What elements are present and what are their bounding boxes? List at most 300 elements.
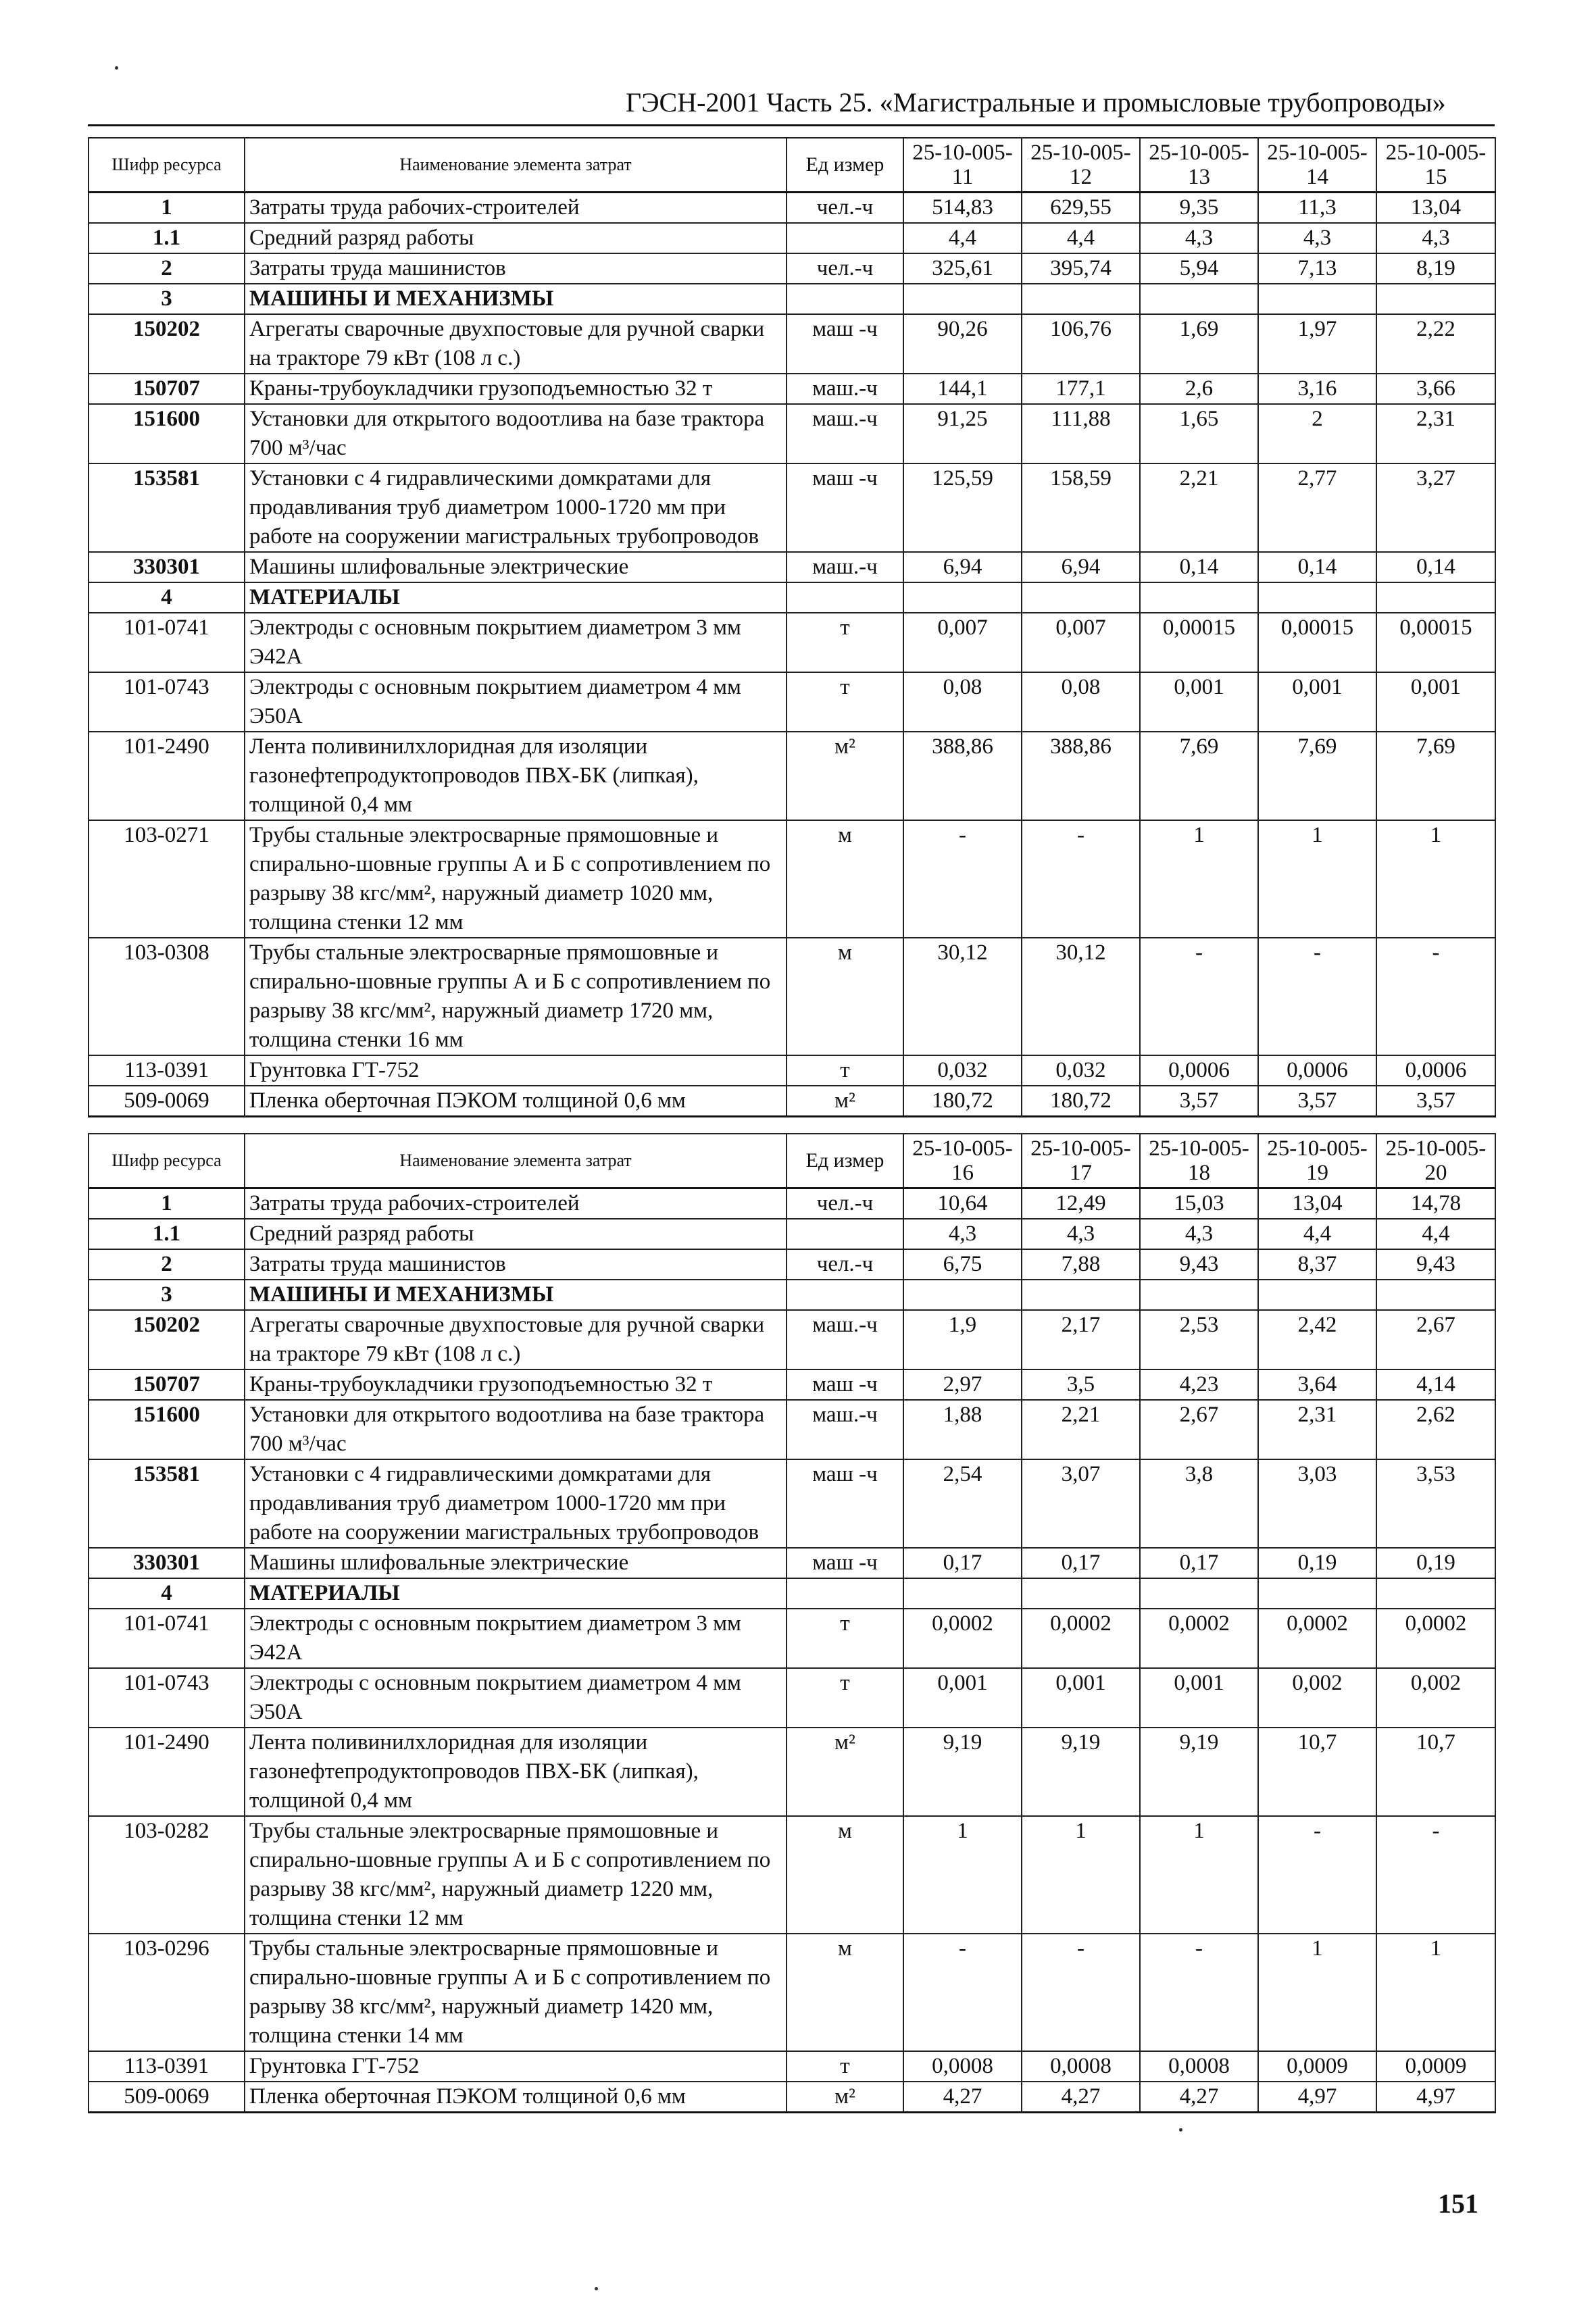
norm-value: 7,69 <box>1376 732 1495 820</box>
norm-value: 1 <box>1258 1934 1376 2051</box>
norm-value: 13,04 <box>1258 1188 1376 1219</box>
norm-value: 30,12 <box>903 938 1022 1055</box>
norm-value <box>1258 1280 1376 1310</box>
norm-value: 125,59 <box>903 463 1022 552</box>
resource-name: Средний разряд работы <box>245 1219 787 1249</box>
resource-name: Установки с 4 гидравлическими домкратами для продавливания труб диаметром 1000-1720 мм при работе на сооружении магистральных трубопроводов <box>245 1459 787 1548</box>
resource-code: 150202 <box>89 1310 245 1369</box>
resource-unit: м <box>787 1934 903 2051</box>
table-row <box>89 374 1495 404</box>
norm-value: 6,94 <box>903 552 1022 582</box>
table-row <box>89 463 1495 552</box>
resource-code: 151600 <box>89 1400 245 1459</box>
resource-code: 101-2490 <box>89 732 245 820</box>
resource-code: 330301 <box>89 552 245 582</box>
resource-table-2 <box>88 1133 1496 2113</box>
table-row <box>89 1280 1495 1310</box>
resource-unit: м <box>787 1816 903 1934</box>
norm-value: 325,61 <box>903 253 1022 284</box>
norm-value: 10,7 <box>1258 1728 1376 1816</box>
table-row <box>89 223 1495 253</box>
norm-value: 1,9 <box>903 1310 1022 1369</box>
resource-name: Установки для открытого водоотлива на базе трактора 700 м³/час <box>245 1400 787 1459</box>
norm-value: - <box>1140 938 1258 1055</box>
norm-value <box>1376 284 1495 314</box>
header-norm: 25-10-005-11 <box>903 138 1022 193</box>
table-row <box>89 938 1495 1055</box>
resource-name: Электроды с основным покрытием диаметром 4 мм Э50А <box>245 1668 787 1728</box>
norm-value <box>1376 582 1495 613</box>
norm-value: 0,0008 <box>1022 2051 1140 2082</box>
header-unit: Ед измер <box>787 138 903 193</box>
norm-value: 3,07 <box>1022 1459 1140 1548</box>
resource-name: Установки для открытого водоотлива на базе трактора 700 м³/час <box>245 404 787 463</box>
norm-value: 30,12 <box>1022 938 1140 1055</box>
resource-code: 2 <box>89 1249 245 1280</box>
norm-value: 0,001 <box>1140 1668 1258 1728</box>
header-norm: 25-10-005-19 <box>1258 1134 1376 1188</box>
norm-value: 0,14 <box>1140 552 1258 582</box>
header-norm: 25-10-005-17 <box>1022 1134 1140 1188</box>
resource-code: 101-0743 <box>89 1668 245 1728</box>
norm-value: 1 <box>1376 1934 1495 2051</box>
norm-value: 1,88 <box>903 1400 1022 1459</box>
resource-code: 2 <box>89 253 245 284</box>
resource-code: 153581 <box>89 463 245 552</box>
norm-value: 0,0002 <box>1140 1609 1258 1668</box>
norm-value: 2,77 <box>1258 463 1376 552</box>
norm-value: 0,0002 <box>1022 1609 1140 1668</box>
norm-value: - <box>1022 820 1140 938</box>
norm-value: 2,31 <box>1376 404 1495 463</box>
table-row <box>89 2051 1495 2082</box>
norm-value: 10,64 <box>903 1188 1022 1219</box>
norm-value: 10,7 <box>1376 1728 1495 1816</box>
resource-unit <box>787 284 903 314</box>
resource-unit: т <box>787 613 903 672</box>
norm-value <box>1140 284 1258 314</box>
norm-value: 0,007 <box>903 613 1022 672</box>
norm-value: 158,59 <box>1022 463 1140 552</box>
table-row <box>89 552 1495 582</box>
norm-value: - <box>903 820 1022 938</box>
resource-code: 509-0069 <box>89 1086 245 1117</box>
norm-value: 4,27 <box>1022 2082 1140 2113</box>
resource-unit <box>787 1280 903 1310</box>
norm-value: 1,65 <box>1140 404 1258 463</box>
norm-value <box>1022 582 1140 613</box>
header-norm: 25-10-005-12 <box>1022 138 1140 193</box>
norm-value: 15,03 <box>1140 1188 1258 1219</box>
norm-value: 395,74 <box>1022 253 1140 284</box>
norm-value: 4,4 <box>1022 223 1140 253</box>
norm-value: 1,69 <box>1140 314 1258 374</box>
norm-value: 0,001 <box>1140 672 1258 732</box>
norm-value: 0,001 <box>1258 672 1376 732</box>
norm-value: 9,43 <box>1140 1249 1258 1280</box>
resource-name: Грунтовка ГТ-752 <box>245 1055 787 1086</box>
norm-value <box>903 1578 1022 1609</box>
resource-unit: м <box>787 820 903 938</box>
norm-value: 1 <box>1140 820 1258 938</box>
resource-name: Грунтовка ГТ-752 <box>245 2051 787 2082</box>
resource-name: Установки с 4 гидравлическими домкратами для продавливания труб диаметром 1000-1720 мм при работе на сооружении магистральных трубопроводов <box>245 463 787 552</box>
norm-value <box>1022 1578 1140 1609</box>
norm-value: 0,032 <box>903 1055 1022 1086</box>
resource-name: Средний разряд работы <box>245 223 787 253</box>
table-row <box>89 1249 1495 1280</box>
norm-value: 9,19 <box>903 1728 1022 1816</box>
table-header-row <box>89 138 1495 193</box>
resource-name: МАТЕРИАЛЫ <box>245 1578 787 1609</box>
norm-value <box>1140 1280 1258 1310</box>
norm-value: 0,001 <box>903 1668 1022 1728</box>
norm-value: 0,0009 <box>1376 2051 1495 2082</box>
norm-value: 4,3 <box>903 1219 1022 1249</box>
norm-value: 0,0002 <box>903 1609 1022 1668</box>
norm-value: 7,69 <box>1140 732 1258 820</box>
resource-name: Агрегаты сварочные двухпостовые для ручной сварки на тракторе 79 кВт (108 л с.) <box>245 1310 787 1369</box>
norm-value: 0,00015 <box>1258 613 1376 672</box>
table-row <box>89 314 1495 374</box>
norm-value: 629,55 <box>1022 193 1140 224</box>
norm-value: 177,1 <box>1022 374 1140 404</box>
resource-name: Затраты труда машинистов <box>245 1249 787 1280</box>
resource-code: 1.1 <box>89 1219 245 1249</box>
resource-unit: маш.-ч <box>787 374 903 404</box>
resource-unit: м² <box>787 2082 903 2113</box>
norm-value: 0,001 <box>1022 1668 1140 1728</box>
resource-unit: маш -ч <box>787 314 903 374</box>
resource-unit: чел.-ч <box>787 1188 903 1219</box>
header-code: Шифр ресурса <box>89 138 245 193</box>
resource-name: Затраты труда рабочих-строителей <box>245 193 787 224</box>
norm-value: 0,0002 <box>1258 1609 1376 1668</box>
resource-unit: т <box>787 2051 903 2082</box>
resource-name: Агрегаты сварочные двухпостовые для ручной сварки на тракторе 79 кВт (108 л с.) <box>245 314 787 374</box>
page-number: 151 <box>1438 2188 1478 2219</box>
norm-value: 0,17 <box>903 1548 1022 1578</box>
header-norm: 25-10-005-15 <box>1376 138 1495 193</box>
resource-unit <box>787 1219 903 1249</box>
norm-value: - <box>903 1934 1022 2051</box>
resource-unit <box>787 582 903 613</box>
table-row <box>89 1086 1495 1117</box>
norm-value: 3,8 <box>1140 1459 1258 1548</box>
resource-code: 113-0391 <box>89 2051 245 2082</box>
scan-speck <box>595 2287 598 2290</box>
norm-value: 0,002 <box>1258 1668 1376 1728</box>
resource-unit: м <box>787 938 903 1055</box>
norm-value: 2,21 <box>1140 463 1258 552</box>
norm-value <box>1022 284 1140 314</box>
norm-value <box>903 582 1022 613</box>
norm-value: 4,27 <box>1140 2082 1258 2113</box>
norm-value: 388,86 <box>903 732 1022 820</box>
resource-name: Электроды с основным покрытием диаметром 3 мм Э42А <box>245 613 787 672</box>
resource-table-1 <box>88 137 1496 1117</box>
norm-value: 2,54 <box>903 1459 1022 1548</box>
table-row <box>89 820 1495 938</box>
norm-value: 4,3 <box>1022 1219 1140 1249</box>
resource-name: Трубы стальные электросварные прямошовные и спирально-шовные группы А и Б с сопротивлением по разрыву 38 кгс/мм², наружный диаметр 1420 мм, толщина стенки 14 мм <box>245 1934 787 2051</box>
norm-value: 3,57 <box>1258 1086 1376 1117</box>
norm-value: 3,53 <box>1376 1459 1495 1548</box>
resource-unit: маш -ч <box>787 1459 903 1548</box>
resource-code: 330301 <box>89 1548 245 1578</box>
norm-value: 3,16 <box>1258 374 1376 404</box>
resource-name: Пленка оберточная ПЭКОМ толщиной 0,6 мм <box>245 1086 787 1117</box>
resource-unit: маш -ч <box>787 1369 903 1400</box>
norm-value: 0,0008 <box>1140 2051 1258 2082</box>
norm-value: 4,4 <box>1258 1219 1376 1249</box>
resource-code: 150202 <box>89 314 245 374</box>
norm-value: 8,19 <box>1376 253 1495 284</box>
norm-value: 90,26 <box>903 314 1022 374</box>
resource-name: Краны-трубоукладчики грузоподъемностью 32 т <box>245 374 787 404</box>
norm-value: 0,14 <box>1258 552 1376 582</box>
resource-unit: т <box>787 1668 903 1728</box>
norm-value: 2,31 <box>1258 1400 1376 1459</box>
table-row <box>89 582 1495 613</box>
norm-value: 3,57 <box>1140 1086 1258 1117</box>
norm-value: 4,4 <box>1376 1219 1495 1249</box>
resource-unit: чел.-ч <box>787 1249 903 1280</box>
norm-value: 0,19 <box>1376 1548 1495 1578</box>
resource-unit: маш.-ч <box>787 404 903 463</box>
resource-code: 1.1 <box>89 223 245 253</box>
norm-value: 91,25 <box>903 404 1022 463</box>
header-name: Наименование элемента затрат <box>245 1134 787 1188</box>
resource-unit: м² <box>787 1728 903 1816</box>
resource-unit: т <box>787 1609 903 1668</box>
norm-value: 2,67 <box>1140 1400 1258 1459</box>
norm-value: 0,0006 <box>1140 1055 1258 1086</box>
norm-value: 0,0006 <box>1376 1055 1495 1086</box>
norm-value: 0,17 <box>1022 1548 1140 1578</box>
resource-code: 150707 <box>89 374 245 404</box>
resource-name: Лента поливинилхлоридная для изоляции газонефтепродуктопроводов ПВХ-БК (липкая), толщиной 0,4 мм <box>245 732 787 820</box>
norm-value: 0,19 <box>1258 1548 1376 1578</box>
header-norm: 25-10-005-14 <box>1258 138 1376 193</box>
resource-code: 103-0282 <box>89 1816 245 1934</box>
norm-value: 3,5 <box>1022 1369 1140 1400</box>
resource-name: Трубы стальные электросварные прямошовные и спирально-шовные группы А и Б с сопротивлением по разрыву 38 кгс/мм², наружный диаметр 1720 мм, толщина стенки 16 мм <box>245 938 787 1055</box>
header-code: Шифр ресурса <box>89 1134 245 1188</box>
norm-value: 14,78 <box>1376 1188 1495 1219</box>
resource-name: МАШИНЫ И МЕХАНИЗМЫ <box>245 284 787 314</box>
resource-unit: т <box>787 672 903 732</box>
norm-value: 4,3 <box>1140 1219 1258 1249</box>
norm-value: 7,13 <box>1258 253 1376 284</box>
norm-value: 6,94 <box>1022 552 1140 582</box>
resource-unit: чел.-ч <box>787 193 903 224</box>
norm-value: 1 <box>1140 1816 1258 1934</box>
norm-value <box>1140 1578 1258 1609</box>
resource-unit <box>787 223 903 253</box>
norm-value: - <box>1376 938 1495 1055</box>
resource-unit: м² <box>787 1086 903 1117</box>
norm-value: 3,66 <box>1376 374 1495 404</box>
resource-code: 151600 <box>89 404 245 463</box>
resource-code: 3 <box>89 284 245 314</box>
table-row <box>89 1188 1495 1219</box>
norm-value: 13,04 <box>1376 193 1495 224</box>
norm-value: 0,0002 <box>1376 1609 1495 1668</box>
table-row <box>89 404 1495 463</box>
resource-code: 103-0296 <box>89 1934 245 2051</box>
resource-code: 1 <box>89 193 245 224</box>
resource-name: Пленка оберточная ПЭКОМ толщиной 0,6 мм <box>245 2082 787 2113</box>
table-row <box>89 1219 1495 1249</box>
norm-value: 9,19 <box>1140 1728 1258 1816</box>
resource-name: Затраты труда рабочих-строителей <box>245 1188 787 1219</box>
table-row <box>89 672 1495 732</box>
resource-code: 101-2490 <box>89 1728 245 1816</box>
norm-value: 4,97 <box>1376 2082 1495 2113</box>
norm-value <box>1258 284 1376 314</box>
resource-name: Краны-трубоукладчики грузоподъемностью 32 т <box>245 1369 787 1400</box>
norm-value <box>1140 582 1258 613</box>
resource-unit: маш.-ч <box>787 1400 903 1459</box>
table-row <box>89 1055 1495 1086</box>
resource-code: 101-0743 <box>89 672 245 732</box>
norm-value: 11,3 <box>1258 193 1376 224</box>
norm-value <box>1022 1280 1140 1310</box>
table-row <box>89 1400 1495 1459</box>
resource-name: Лента поливинилхлоридная для изоляции газонефтепродуктопроводов ПВХ-БК (липкая), толщиной 0,4 мм <box>245 1728 787 1816</box>
scan-speck <box>115 66 118 70</box>
norm-value: 7,69 <box>1258 732 1376 820</box>
resource-unit: т <box>787 1055 903 1086</box>
resource-code: 509-0069 <box>89 2082 245 2113</box>
norm-value: 180,72 <box>1022 1086 1140 1117</box>
norm-value <box>1258 1578 1376 1609</box>
table-row <box>89 613 1495 672</box>
resource-unit: маш.-ч <box>787 1310 903 1369</box>
norm-value <box>1258 582 1376 613</box>
norm-value: 4,3 <box>1376 223 1495 253</box>
norm-value: 0,17 <box>1140 1548 1258 1578</box>
norm-value: 2,6 <box>1140 374 1258 404</box>
norm-value: 1 <box>903 1816 1022 1934</box>
norm-value: - <box>1258 1816 1376 1934</box>
resource-code: 1 <box>89 1188 245 1219</box>
resource-name: МАШИНЫ И МЕХАНИЗМЫ <box>245 1280 787 1310</box>
header-norm: 25-10-005-18 <box>1140 1134 1258 1188</box>
resource-code: 4 <box>89 582 245 613</box>
norm-value: 0,007 <box>1022 613 1140 672</box>
table-row <box>89 1668 1495 1728</box>
norm-value: 4,97 <box>1258 2082 1376 2113</box>
norm-value: 0,002 <box>1376 1668 1495 1728</box>
resource-code: 150707 <box>89 1369 245 1400</box>
resource-code: 101-0741 <box>89 1609 245 1668</box>
norm-value: 0,00015 <box>1140 613 1258 672</box>
table-row <box>89 1310 1495 1369</box>
resource-name: Машины шлифовальные электрические <box>245 1548 787 1578</box>
norm-value: 2,62 <box>1376 1400 1495 1459</box>
table-row <box>89 1548 1495 1578</box>
norm-value: 3,57 <box>1376 1086 1495 1117</box>
resource-name: Трубы стальные электросварные прямошовные и спирально-шовные группы А и Б с сопротивлением по разрыву 38 кгс/мм², наружный диаметр 1020 мм, толщина стенки 12 мм <box>245 820 787 938</box>
norm-value: 1 <box>1376 820 1495 938</box>
norm-value: 0,0008 <box>903 2051 1022 2082</box>
norm-value: 1,97 <box>1258 314 1376 374</box>
norm-value: 2,67 <box>1376 1310 1495 1369</box>
resource-code: 3 <box>89 1280 245 1310</box>
norm-value: 12,49 <box>1022 1188 1140 1219</box>
norm-value: 2 <box>1258 404 1376 463</box>
resource-code: 4 <box>89 1578 245 1609</box>
table-row <box>89 1609 1495 1668</box>
norm-value: 9,43 <box>1376 1249 1495 1280</box>
norm-value: 1 <box>1022 1816 1140 1934</box>
table-row <box>89 1728 1495 1816</box>
resource-name: Трубы стальные электросварные прямошовные и спирально-шовные группы А и Б с сопротивлением по разрыву 38 кгс/мм², наружный диаметр 1220 мм, толщина стенки 12 мм <box>245 1816 787 1934</box>
table-row <box>89 193 1495 224</box>
table-row <box>89 1934 1495 2051</box>
resource-code: 113-0391 <box>89 1055 245 1086</box>
norm-value: 2,42 <box>1258 1310 1376 1369</box>
table-row <box>89 1459 1495 1548</box>
resource-code: 153581 <box>89 1459 245 1548</box>
norm-value: 2,17 <box>1022 1310 1140 1369</box>
norm-value: 9,19 <box>1022 1728 1140 1816</box>
resource-unit: маш -ч <box>787 463 903 552</box>
resource-name: Электроды с основным покрытием диаметром 4 мм Э50А <box>245 672 787 732</box>
norm-value: 2,21 <box>1022 1400 1140 1459</box>
norm-value: 0,0006 <box>1258 1055 1376 1086</box>
header-norm: 25-10-005-13 <box>1140 138 1258 193</box>
resource-name: Электроды с основным покрытием диаметром 3 мм Э42А <box>245 1609 787 1668</box>
norm-value: 5,94 <box>1140 253 1258 284</box>
resource-name: Затраты труда машинистов <box>245 253 787 284</box>
norm-value: 3,27 <box>1376 463 1495 552</box>
header-unit: Ед измер <box>787 1134 903 1188</box>
header-norm: 25-10-005-16 <box>903 1134 1022 1188</box>
header-name: Наименование элемента затрат <box>245 138 787 193</box>
scan-speck <box>1179 2128 1182 2132</box>
norm-value: 4,4 <box>903 223 1022 253</box>
resource-unit: м² <box>787 732 903 820</box>
table-row <box>89 732 1495 820</box>
page-header: ГЭСН-2001 Часть 25. «Магистральные и промысловые трубопроводы» <box>626 87 1446 118</box>
norm-value: 514,83 <box>903 193 1022 224</box>
resource-code: 103-0271 <box>89 820 245 938</box>
norm-value <box>903 1280 1022 1310</box>
resource-unit <box>787 1578 903 1609</box>
table-row <box>89 284 1495 314</box>
norm-value: 9,35 <box>1140 193 1258 224</box>
resource-code: 103-0308 <box>89 938 245 1055</box>
norm-value: 0,14 <box>1376 552 1495 582</box>
norm-value: 4,3 <box>1140 223 1258 253</box>
header-norm: 25-10-005-20 <box>1376 1134 1495 1188</box>
norm-value: - <box>1140 1934 1258 2051</box>
table-row <box>89 253 1495 284</box>
norm-value: 0,001 <box>1376 672 1495 732</box>
norm-value: 4,23 <box>1140 1369 1258 1400</box>
resource-name: Машины шлифовальные электрические <box>245 552 787 582</box>
norm-value <box>1376 1578 1495 1609</box>
resource-unit: маш -ч <box>787 1548 903 1578</box>
norm-value: 388,86 <box>1022 732 1140 820</box>
norm-value: 144,1 <box>903 374 1022 404</box>
norm-value: 1 <box>1258 820 1376 938</box>
table-row <box>89 1816 1495 1934</box>
header-rule <box>88 124 1495 126</box>
